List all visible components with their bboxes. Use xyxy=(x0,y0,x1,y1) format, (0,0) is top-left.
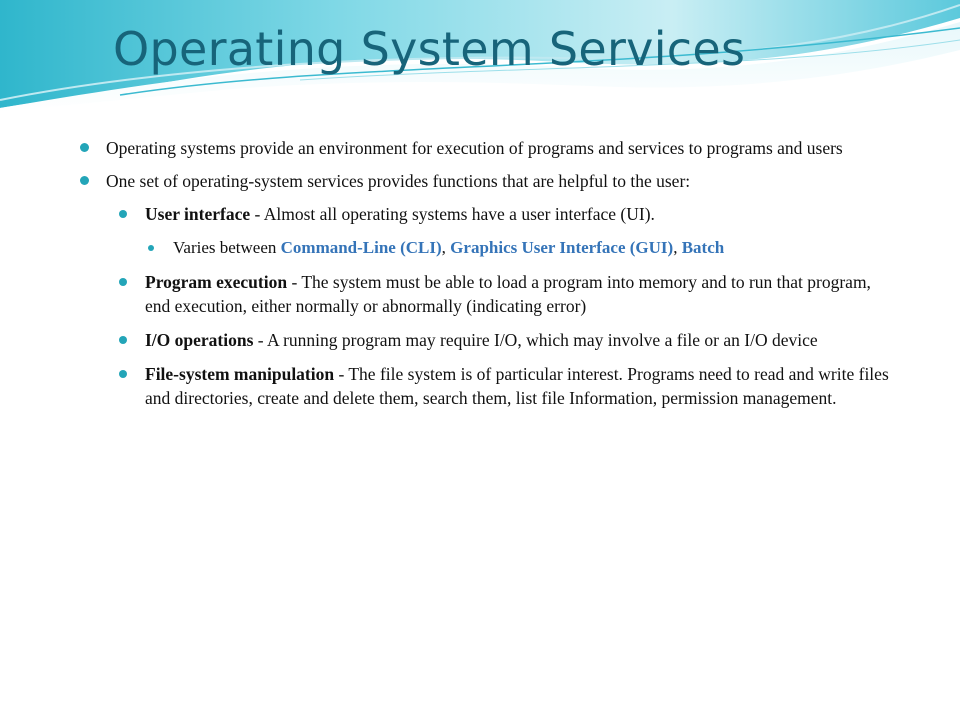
varies-prefix: Varies between xyxy=(173,238,281,257)
bullet-dot-icon xyxy=(148,245,154,251)
bullet-content xyxy=(78,136,898,420)
term-cli: Command-Line (CLI) xyxy=(280,238,442,257)
term-user-interface: User interface xyxy=(145,204,251,224)
bullet-text: One set of operating-system services provides functions that are helpful to the user: xyxy=(106,171,691,191)
bullet-user-services xyxy=(78,169,898,193)
bullet-dot-icon xyxy=(119,336,127,344)
bullet-ui-types xyxy=(78,236,898,260)
bullet-dot-icon xyxy=(80,176,89,185)
bullet-text: - A running program may require I/O, which may involve a file or an I/O device xyxy=(253,330,818,350)
bullet-text: - The file system is of particular interest. Programs need to read and write files and directories, create and delete them, search them, list file Information, permission management. xyxy=(145,364,889,408)
term-gui: Graphics User Interface (GUI) xyxy=(450,238,674,257)
term-io-operations: I/O operations xyxy=(145,330,254,350)
bullet-text: Operating systems provide an environment for execution of programs and services to programs and users xyxy=(106,138,843,158)
term-program-execution: Program execution xyxy=(145,272,288,292)
bullet-dot-icon xyxy=(80,143,89,152)
bullet-dot-icon xyxy=(119,210,127,218)
bullet-dot-icon xyxy=(119,278,127,286)
term-batch: Batch xyxy=(681,238,725,257)
bullet-program-execution xyxy=(78,270,898,318)
bullet-text: - The system must be able to load a program into memory and to run that program, end execution, either normally or abnormally (indicating error) xyxy=(145,272,871,316)
term-file-system: File-system manipulation xyxy=(145,364,335,384)
bullet-text: - Almost all operating systems have a user interface (UI). xyxy=(250,204,655,224)
bullet-user-interface xyxy=(78,202,898,226)
bullet-dot-icon xyxy=(119,370,127,378)
bullet-io-operations xyxy=(78,328,898,352)
separator: , xyxy=(441,238,451,257)
slide-title: Operating System Services xyxy=(113,22,746,76)
bullet-environment xyxy=(78,136,898,160)
separator: , xyxy=(673,238,682,257)
bullet-file-system xyxy=(78,362,898,410)
